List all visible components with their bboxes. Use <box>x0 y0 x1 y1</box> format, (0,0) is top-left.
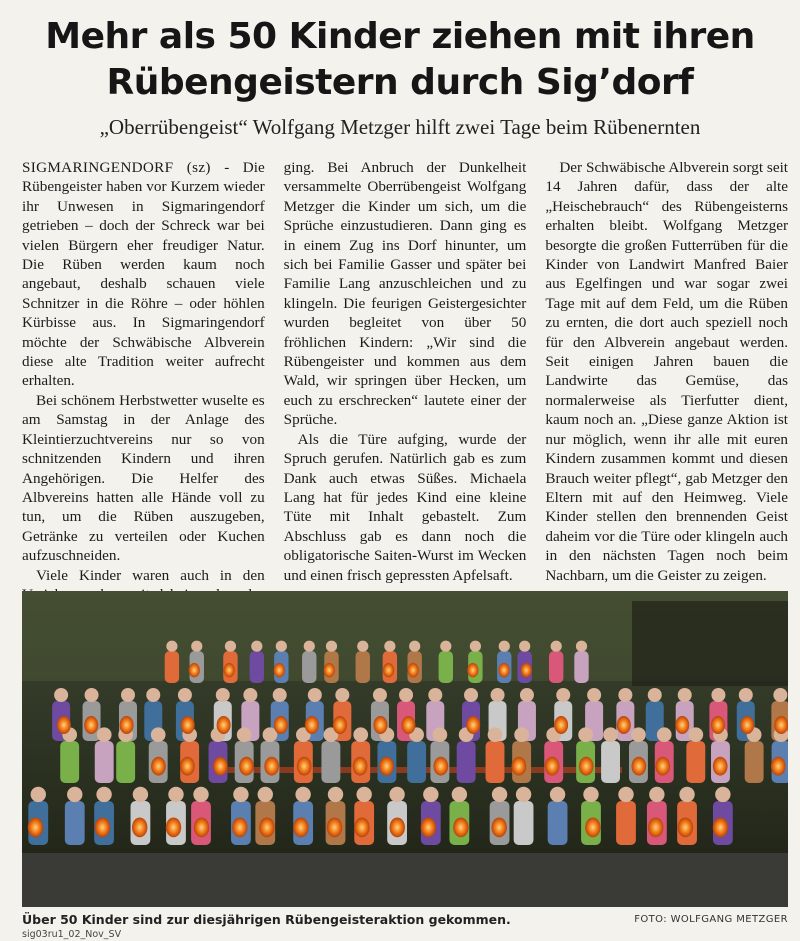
lantern <box>453 818 468 838</box>
child-head <box>631 727 646 742</box>
child-head <box>409 641 420 652</box>
child-head <box>251 641 262 652</box>
child-head <box>225 641 236 652</box>
lantern <box>57 716 71 734</box>
lantern <box>264 757 279 776</box>
lantern <box>180 757 195 776</box>
column-1 <box>22 158 265 584</box>
child-figure <box>686 741 705 783</box>
paragraph: Als die Türe aufging, wurde der Spruch gerufen. Natürlich gab es zum Dank auch etwas Süßes. Michaela Lang hat für jedes Kind eine kleine Tüte mit Inhalt gebastelt. Zum Abschluss gab es dann noch die obligatorische Saiten-Wurst im Wecken und einen frisch gepressten Apfelsaft. <box>283 430 527 584</box>
child-head <box>423 787 438 802</box>
lantern <box>305 716 319 734</box>
lantern <box>151 757 166 776</box>
lantern <box>401 716 415 734</box>
lantern <box>259 818 274 838</box>
child-head <box>519 641 530 652</box>
child-head <box>178 688 192 702</box>
child-head <box>326 641 337 652</box>
lantern <box>239 757 254 776</box>
dateline: SIGMARINGENDORF (sz) - <box>22 159 230 176</box>
child-head <box>166 641 177 652</box>
lantern <box>132 818 147 838</box>
gravel-ground <box>22 853 788 907</box>
paragraph: Viele Kinder waren auch in den <box>36 566 265 584</box>
paragraph <box>22 158 265 391</box>
lantern <box>120 716 134 734</box>
child-head <box>384 641 395 652</box>
child-figure <box>486 741 505 783</box>
lantern <box>545 757 560 776</box>
child-head <box>168 787 183 802</box>
child-figure <box>574 651 588 683</box>
lantern <box>293 818 308 838</box>
lantern <box>213 757 228 776</box>
child-head <box>428 688 442 702</box>
child-head <box>399 688 413 702</box>
child-head <box>514 727 529 742</box>
child-head <box>587 688 601 702</box>
lantern <box>383 663 394 677</box>
child-head <box>357 641 368 652</box>
child-head <box>216 688 230 702</box>
child-head <box>308 688 322 702</box>
child-figure <box>165 651 179 683</box>
child-head <box>583 787 598 802</box>
group-photo-illustration <box>22 591 788 907</box>
child-head <box>237 727 252 742</box>
lantern <box>492 818 507 838</box>
child-head <box>603 727 618 742</box>
child-head <box>67 787 82 802</box>
lantern <box>379 757 394 776</box>
child-head <box>193 787 208 802</box>
lantern <box>655 757 670 776</box>
lantern <box>585 818 600 838</box>
child-figure <box>439 651 453 683</box>
lantern <box>774 716 788 734</box>
lantern <box>466 716 480 734</box>
child-figure <box>548 801 568 845</box>
page-file-code: sig03ru1_02_Nov_SV <box>22 929 122 940</box>
child-head <box>328 787 343 802</box>
article-headline <box>0 14 800 106</box>
lantern <box>353 757 368 776</box>
child-head <box>618 688 632 702</box>
headline-line-2: Rübengeistern durch Sig’dorf <box>106 62 694 103</box>
child-head <box>488 727 503 742</box>
paragraph: Bei schönem Herbstwetter wuselte es am Samstag in der Anlage des Kleintierzuchtvereins nur so von schnitzenden Kindern und ihren Angehörigen. Die Helfer des Albvereins hatten alle Hände voll zu tun, um die Rüben auszugeben, Getränke zu verteilen oder Kuchen aufzuschneiden. <box>22 391 265 565</box>
photo-caption: Über 50 Kinder sind zur diesjährigen Rübengeisteraktion gekommen. <box>22 912 511 927</box>
child-head <box>146 688 160 702</box>
child-head <box>440 641 451 652</box>
child-head <box>353 727 368 742</box>
lantern <box>189 663 200 677</box>
article-subheadline: „Oberrübengeist“ Wolfgang Metzger hilft zwei Tage beim Rübenernten <box>99 115 701 139</box>
child-head <box>618 787 633 802</box>
lantern <box>740 716 754 734</box>
child-head <box>649 787 664 802</box>
lantern <box>632 757 647 776</box>
child-head <box>133 787 148 802</box>
lantern <box>421 818 436 838</box>
child-figure <box>356 651 370 683</box>
child-head <box>452 787 467 802</box>
child-head <box>739 688 753 702</box>
child-head <box>433 727 448 742</box>
lantern <box>433 757 448 776</box>
lantern <box>181 716 195 734</box>
child-head <box>492 787 507 802</box>
lantern <box>297 757 312 776</box>
lantern <box>579 757 594 776</box>
child-head <box>499 641 510 652</box>
child-head <box>578 727 593 742</box>
lantern <box>28 818 43 838</box>
column-3 <box>545 158 789 584</box>
child-head <box>551 641 562 652</box>
lantern <box>194 818 209 838</box>
lantern <box>327 818 342 838</box>
child-head <box>773 688 787 702</box>
child-head <box>464 688 478 702</box>
lantern <box>274 663 285 677</box>
lantern <box>95 818 110 838</box>
lantern <box>224 663 235 677</box>
child-figure <box>745 741 764 783</box>
child-head <box>648 688 662 702</box>
child-head <box>273 688 287 702</box>
lantern <box>711 716 725 734</box>
child-head <box>657 727 672 742</box>
child-head <box>276 641 287 652</box>
child-head <box>356 787 371 802</box>
child-head <box>520 688 534 702</box>
child-figure <box>616 801 636 845</box>
child-head <box>295 787 310 802</box>
child-figure <box>407 741 426 783</box>
article-body <box>22 158 789 584</box>
lantern <box>498 663 509 677</box>
lantern <box>390 818 405 838</box>
child-figure <box>302 651 316 683</box>
child-head <box>470 641 481 652</box>
lantern <box>617 716 631 734</box>
child-head <box>258 787 273 802</box>
lantern <box>84 716 98 734</box>
child-figure <box>250 651 264 683</box>
child-head <box>715 787 730 802</box>
paragraph-text: Die Rübengeister haben vor Kurzem wieder ihr Unwesen in Sigmaringendorf getrieben – doch der Schreck war bei vielen Bürgern eher freudiger Natur. Die Rüben werden kaum noch angebaut, deshalb schauen viele Schnitzer in die Röhre – oder höhlen Kürbisse aus. In Sigmaringendorf möchte der Schwäbische Albverein diese alte Tradition weiter aufrecht erhalten. <box>22 159 265 390</box>
child-head <box>491 688 505 702</box>
child-figure <box>601 741 620 783</box>
column-2 <box>283 158 527 584</box>
lantern <box>713 757 728 776</box>
lantern <box>354 818 369 838</box>
lantern <box>713 818 728 838</box>
child-head <box>151 727 166 742</box>
lantern <box>554 716 568 734</box>
lantern <box>678 818 693 838</box>
child-head <box>97 727 112 742</box>
child-head <box>373 688 387 702</box>
shed <box>632 601 788 686</box>
photo-credit: FOTO: WOLFGANG METZGER <box>634 914 788 925</box>
child-head <box>335 688 349 702</box>
lantern <box>675 716 689 734</box>
paragraph: ging. Bei Anbruch der Dunkelheit versammelte Oberrübengeist Wolfgang Metzger die Kinder um sich, um die Sprüche einzustudieren. Dann ging es in einem Zug ins Dorf hinunter, um sich bei Familie Gasser und später bei Familie Lang anzuschleichen und zu klingeln. Die feurigen Geistergesichter wurden begleitet von über 50 fröhlichen Kindern: „Wir sind die Rübengeister und kommen aus dem Wald, wir springen über Hecken, um euch zu erschrecken“ lautete einer der Sprüche. <box>283 159 527 429</box>
headline-line-1: Mehr als 50 Kinder ziehen mit ihren <box>45 16 755 57</box>
child-figure <box>514 801 534 845</box>
child-head <box>304 641 315 652</box>
child-head <box>556 688 570 702</box>
group-photo <box>22 591 788 907</box>
child-figure <box>60 741 79 783</box>
lantern <box>324 663 335 677</box>
child-head <box>31 787 46 802</box>
child-head <box>85 688 99 702</box>
lantern <box>373 716 387 734</box>
lantern <box>274 716 288 734</box>
child-figure <box>321 741 340 783</box>
child-head <box>516 787 531 802</box>
lantern <box>232 818 247 838</box>
child-head <box>96 787 111 802</box>
child-figure <box>457 741 476 783</box>
lantern <box>771 757 786 776</box>
child-head <box>711 688 725 702</box>
child-figure <box>549 651 563 683</box>
child-head <box>191 641 202 652</box>
child-head <box>550 787 565 802</box>
child-head <box>233 787 248 802</box>
lantern <box>648 818 663 838</box>
lantern <box>407 663 418 677</box>
lantern <box>511 757 526 776</box>
lantern <box>217 716 231 734</box>
lantern <box>166 818 181 838</box>
child-head <box>678 688 692 702</box>
child-figure <box>95 741 114 783</box>
lantern <box>467 663 478 677</box>
child-head <box>243 688 257 702</box>
child-head <box>679 787 694 802</box>
child-head <box>54 688 68 702</box>
child-figure <box>65 801 85 845</box>
child-head <box>389 787 404 802</box>
child-head <box>576 641 587 652</box>
paragraph: Der Schwäbische Albverein sorgt seit 14 Jahren dafür, dass der alte „Heischebrauch“ des Rübengeisterns erhalten bleibt. Wolfgang Metzger besorgte die großen Futterrüben für die Kinder von Landwirt Manfred Baier aus Egelfingen und war sogar zwei Tage mit auf dem Feld, um die Rüben zu ernten, die dort auch speziell noch für den Albverein angebaut werden. Seit einigen Jahren bauen die Landwirte das Gemüse, das normalerweise als Tierfutter dient, kaum noch an. „Diese ganze Aktion ist nur möglich, wenn ihr alle mit euren Kindern zusammen kommt und diesen Brauch weiter pflegt“, gab Metzger den Eltern mit auf den Heimweg. Viele Kinder stellen den brennenden Geist daheim vor die Türe oder klingeln auch in den nächsten Tagen noch beim Nachbarn, um die Geister zu zeigen. <box>545 159 789 584</box>
lantern <box>521 663 532 677</box>
child-figure <box>116 741 135 783</box>
child-head <box>688 727 703 742</box>
lantern <box>333 716 347 734</box>
child-head <box>121 688 135 702</box>
